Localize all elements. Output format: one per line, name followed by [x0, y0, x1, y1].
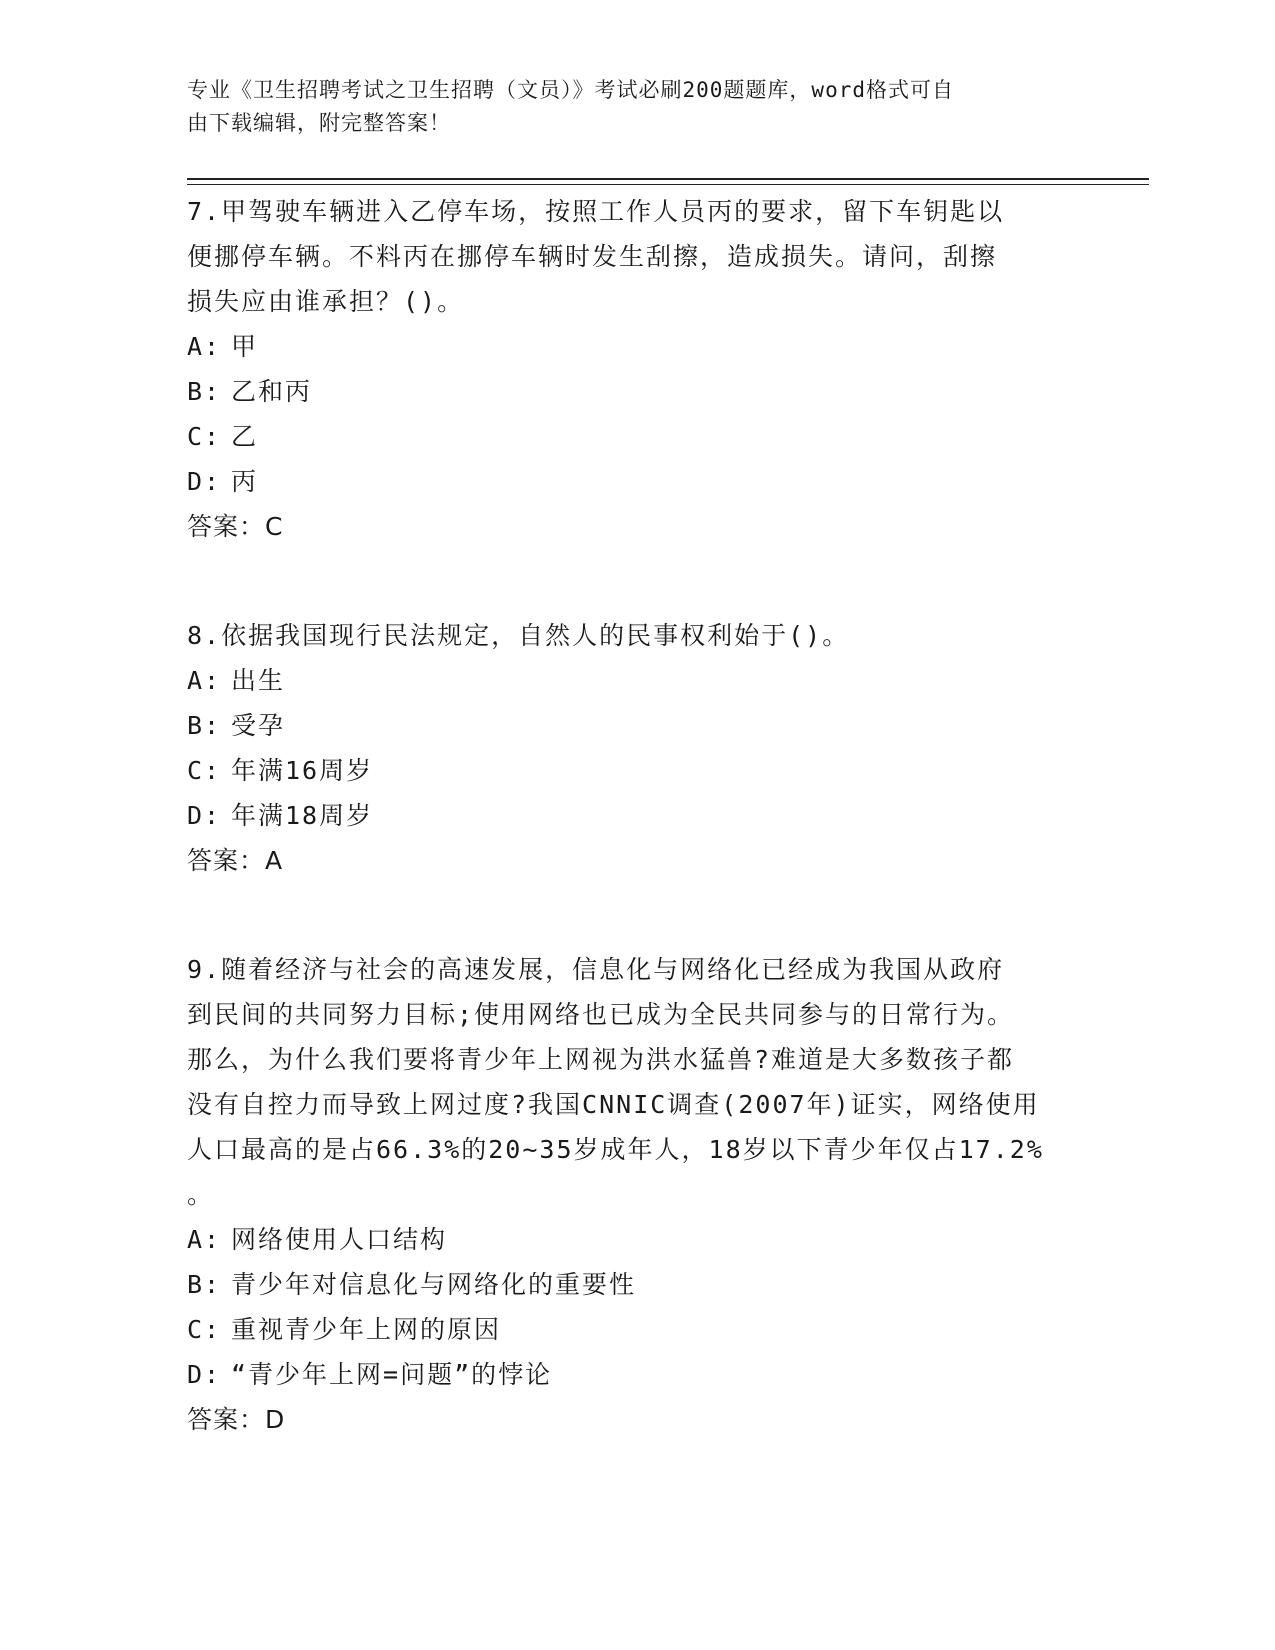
question-text-line: 损失应由谁承担？()。	[187, 287, 465, 316]
option-key: A:	[187, 1225, 222, 1254]
option-a	[187, 324, 1087, 369]
header-divider-thick	[187, 178, 1149, 180]
option-text: 乙和丙	[231, 377, 313, 406]
option-key: D:	[187, 801, 222, 830]
answer-label: 答案：	[187, 512, 266, 541]
option-text: 年满18周岁	[231, 801, 374, 830]
header-line-2: 由下载编辑，附完整答案！	[187, 111, 451, 135]
answer-line	[187, 1397, 1087, 1442]
question-text-line: 人口最高的是占66.3%的20~35岁成年人，18岁以下青少年仅占17.2%	[187, 1135, 1044, 1164]
question-text-line: 到民间的共同努力目标;使用网络也已成为全民共同参与的日常行为。	[187, 1000, 1015, 1029]
option-key: D:	[187, 467, 222, 496]
question-list	[187, 189, 1087, 1442]
answer-label: 答案：	[187, 1405, 266, 1434]
option-d	[187, 1352, 1087, 1397]
question-text-line: 。	[187, 1180, 215, 1209]
option-text: 甲	[231, 332, 259, 361]
option-text: 丙	[231, 467, 259, 496]
option-c	[187, 414, 1087, 459]
option-text: 年满16周岁	[231, 756, 374, 785]
question-text-line: 便挪停车辆。不料丙在挪停车辆时发生刮擦，造成损失。请问，刮擦	[187, 242, 998, 271]
header-divider-thin	[187, 184, 1149, 185]
option-c	[187, 748, 1087, 793]
option-text: 重视青少年上网的原因	[231, 1315, 502, 1344]
option-key: A:	[187, 666, 222, 695]
option-text: 网络使用人口结构	[231, 1225, 448, 1254]
answer-line	[187, 504, 1087, 549]
answer-line	[187, 838, 1087, 883]
option-b	[187, 1262, 1087, 1307]
option-c	[187, 1307, 1087, 1352]
header-line-1: 专业《卫生招聘考试之卫生招聘（文员）》考试必刷200题题库，word格式可自	[187, 78, 954, 102]
question-8	[187, 613, 1087, 883]
question-spacer	[187, 883, 1087, 947]
question-text-line: 没有自控力而导致上网过度?我国CNNIC调查(2007年)证实，网络使用	[187, 1090, 1040, 1119]
option-key: C:	[187, 756, 222, 785]
option-text: 受孕	[231, 711, 286, 740]
option-b	[187, 703, 1087, 748]
question-text-line: 9.随着经济与社会的高速发展，信息化与网络化已经成为我国从政府	[187, 955, 1005, 984]
option-key: A:	[187, 332, 222, 361]
option-b	[187, 369, 1087, 414]
option-text: 出生	[231, 666, 286, 695]
option-d	[187, 459, 1087, 504]
answer-value: A	[265, 846, 284, 875]
answer-value: C	[265, 512, 284, 541]
option-key: D:	[187, 1360, 222, 1389]
answer-value: D	[265, 1405, 286, 1434]
option-text: 青少年对信息化与网络化的重要性	[231, 1270, 637, 1299]
option-text: “青少年上网=问题”的悖论	[231, 1360, 553, 1389]
option-key: C:	[187, 422, 222, 451]
question-text-line: 那么，为什么我们要将青少年上网视为洪水猛兽?难道是大多数孩子都	[187, 1045, 1015, 1074]
option-d	[187, 793, 1087, 838]
question-spacer	[187, 549, 1087, 613]
option-key: B:	[187, 711, 222, 740]
question-9	[187, 947, 1087, 1442]
option-a	[187, 1217, 1087, 1262]
option-text: 乙	[231, 422, 259, 451]
option-key: C:	[187, 1315, 222, 1344]
question-7	[187, 189, 1087, 549]
option-a	[187, 658, 1087, 703]
option-key: B:	[187, 1270, 222, 1299]
answer-label: 答案：	[187, 846, 266, 875]
document-header	[187, 74, 1087, 140]
question-text-line: 8.依据我国现行民法规定，自然人的民事权利始于()。	[187, 621, 850, 650]
question-text-line: 7.甲驾驶车辆进入乙停车场，按照工作人员丙的要求，留下车钥匙以	[187, 197, 1005, 226]
option-key: B:	[187, 377, 222, 406]
